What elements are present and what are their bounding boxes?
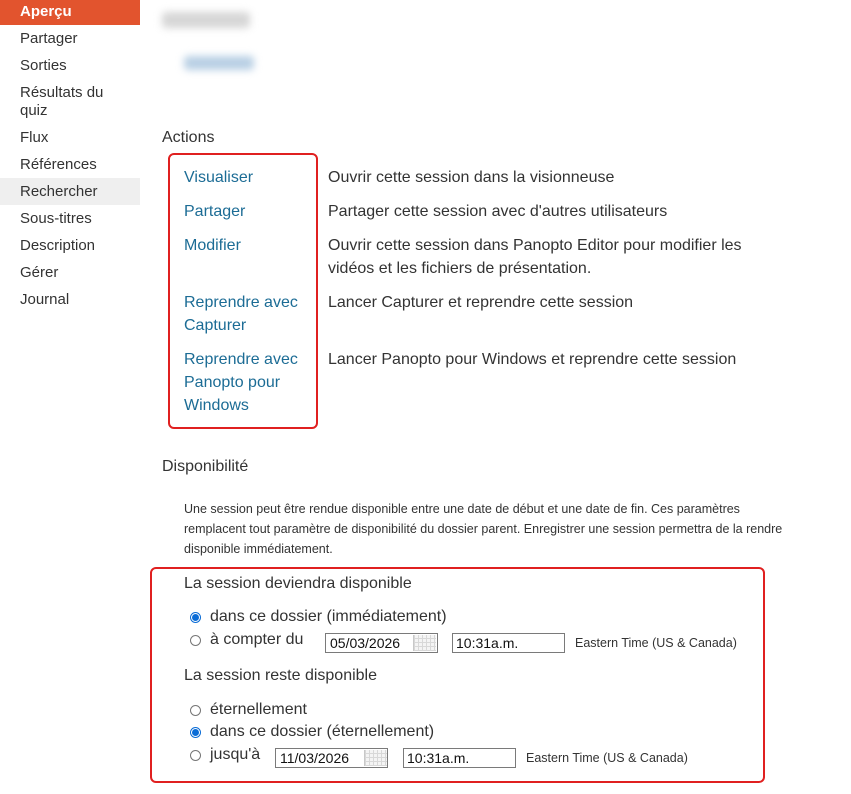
sidebar-item-apercu[interactable]: Aperçu xyxy=(0,0,140,25)
end-option-folder-label: dans ce dossier (éternellement) xyxy=(210,723,435,740)
availability-intro-text: Une session peut être rendue disponible entre une date de début et une date de fin. Ces paramètres remplacent tout paramètre de disponibilité du dossier parent. Enregistrer une session permettra de la rendre disponible immédiatement. xyxy=(184,502,783,556)
end-time-value: 10:31a.m. xyxy=(407,750,470,766)
start-option-immediate-label: dans ce dossier (immédiatement) xyxy=(210,608,447,625)
end-option-folder[interactable] xyxy=(190,723,434,741)
action-reprendre-capturer-desc: Lancer Capturer et reprendre cette session xyxy=(328,294,634,311)
sidebar-item-journal[interactable]: Journal xyxy=(20,291,70,308)
end-timezone-label: Eastern Time (US & Canada) xyxy=(526,751,688,765)
sidebar-item-sorties[interactable]: Sorties xyxy=(20,57,67,74)
start-time-field[interactable] xyxy=(452,633,565,653)
radio-unchecked-icon[interactable] xyxy=(190,750,201,761)
sidebar-item-rechercher[interactable]: Rechercher xyxy=(0,178,140,205)
sidebar-item-partager[interactable]: Partager xyxy=(20,30,78,47)
start-option-date-label: à compter du xyxy=(210,631,304,648)
action-visualiser-link[interactable]: Visualiser xyxy=(184,169,254,186)
sidebar-item-description[interactable]: Description xyxy=(20,237,96,254)
action-reprendre-panopto-desc: Lancer Panopto pour Windows et reprendre cette session xyxy=(328,351,737,368)
radio-unchecked-icon[interactable] xyxy=(190,635,201,646)
radio-unchecked-icon[interactable] xyxy=(190,705,201,716)
action-visualiser-desc: Ouvrir cette session dans la visionneuse xyxy=(328,169,615,186)
blurred-session-title xyxy=(162,12,250,28)
radio-checked-icon[interactable] xyxy=(190,727,201,738)
action-modifier-desc: Ouvrir cette session dans Panopto Editor pour modifier les vidéos et les fichiers de présentation. xyxy=(328,237,742,277)
sidebar-item-resultats-quiz[interactable]: Résultats du quiz xyxy=(20,84,104,119)
start-time-value: 10:31a.m. xyxy=(456,635,519,651)
action-partager-desc: Partager cette session avec d'autres utilisateurs xyxy=(328,203,668,220)
availability-heading: Disponibilité xyxy=(162,458,249,475)
blurred-session-link xyxy=(184,56,254,70)
start-option-date[interactable] xyxy=(190,631,303,649)
end-option-forever-label: éternellement xyxy=(210,701,307,718)
action-modifier-link[interactable]: Modifier xyxy=(184,237,241,254)
calendar-icon[interactable] xyxy=(413,635,436,651)
action-reprendre-capturer-link[interactable]: Reprendre avec Capturer xyxy=(184,294,298,334)
sidebar-item-flux[interactable]: Flux xyxy=(20,129,49,146)
calendar-icon[interactable] xyxy=(364,750,387,766)
sidebar-item-references[interactable]: Références xyxy=(20,156,97,173)
sidebar-nav xyxy=(0,0,140,313)
end-option-forever[interactable] xyxy=(190,701,307,719)
end-option-until[interactable] xyxy=(190,746,260,764)
start-availability-title: La session deviendra disponible xyxy=(184,575,412,592)
sidebar-item-sous-titres[interactable]: Sous-titres xyxy=(20,210,92,227)
start-date-value: 05/03/2026 xyxy=(330,635,401,651)
end-time-field[interactable] xyxy=(403,748,516,768)
action-partager-link[interactable]: Partager xyxy=(184,203,246,220)
actions-heading: Actions xyxy=(162,129,215,146)
start-option-immediate[interactable] xyxy=(190,608,447,626)
end-availability-title: La session reste disponible xyxy=(184,667,378,684)
sidebar-item-gerer[interactable]: Gérer xyxy=(20,264,59,281)
action-reprendre-panopto-link[interactable]: Reprendre avec Panopto pour Windows xyxy=(184,351,298,414)
radio-checked-icon[interactable] xyxy=(190,612,201,623)
end-option-until-label: jusqu'à xyxy=(210,746,261,763)
end-date-value: 11/03/2026 xyxy=(280,750,350,766)
start-timezone-label: Eastern Time (US & Canada) xyxy=(575,636,737,650)
